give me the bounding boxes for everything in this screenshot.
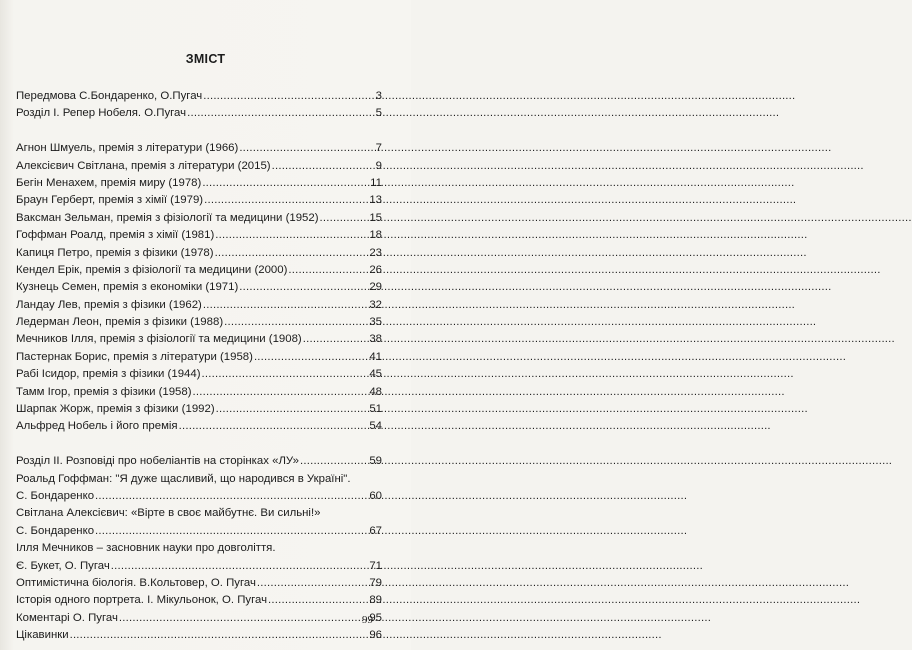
page-title: ЗМІСТ xyxy=(185,52,226,66)
toc-entry xyxy=(16,488,382,505)
toc-leader-dots xyxy=(95,488,368,505)
toc-entry xyxy=(16,331,382,348)
toc-entry-title: С. Бондаренко xyxy=(16,524,95,537)
toc-entry xyxy=(16,88,382,105)
toc-leader-dots xyxy=(257,575,368,592)
table-of-contents xyxy=(16,88,382,645)
toc-group-laureates xyxy=(16,140,382,436)
toc-entry-page: 13 xyxy=(369,194,382,207)
toc-entry xyxy=(16,192,382,209)
toc-entry-title: Історія одного портрета. І. Мікульонок, О. Пугач xyxy=(16,594,268,607)
toc-leader-dots xyxy=(187,105,375,122)
toc-entry-page: 67 xyxy=(369,524,382,537)
toc-leader-dots xyxy=(179,418,369,435)
toc-entry-title: Ваксман Зельман, премія з фізіології та медицини (1952) xyxy=(16,211,319,224)
toc-leader-dots xyxy=(70,627,369,644)
toc-entry xyxy=(16,558,382,575)
toc-gap xyxy=(16,123,382,140)
toc-group-stories xyxy=(16,453,382,644)
toc-entry xyxy=(16,210,382,227)
toc-entry-title: Шарпак Жорж, премія з фізики (1992) xyxy=(16,403,215,416)
toc-entry xyxy=(16,523,382,540)
toc-entry-title: Альфред Нобель і його премія xyxy=(16,420,178,433)
toc-entry xyxy=(16,471,382,488)
toc-entry-page: 18 xyxy=(369,229,382,242)
toc-leader-dots xyxy=(215,227,368,244)
toc-entry xyxy=(16,592,382,609)
toc-leader-dots xyxy=(254,349,368,366)
toc-entry-title: Ілля Мечников – засновник науки про довголіття. xyxy=(16,542,276,555)
toc-entry-page: 23 xyxy=(369,246,382,259)
toc-entry-title: Роальд Гоффман: "Я дуже щасливий, що народився в Україні". xyxy=(16,472,351,485)
toc-leader-dots xyxy=(224,314,368,331)
toc-entry-page: 26 xyxy=(369,263,382,276)
toc-entry xyxy=(16,384,382,401)
toc-leader-dots xyxy=(268,592,368,609)
toc-entry-title: Тамм Ігор, премія з фізики (1958) xyxy=(16,385,192,398)
toc-entry-page: 79 xyxy=(369,576,382,589)
toc-entry xyxy=(16,401,382,418)
toc-entry-title: Алексієвич Світлана, премія з літератури (2015) xyxy=(16,159,271,172)
toc-entry-page: 89 xyxy=(369,594,382,607)
toc-leader-dots xyxy=(204,192,368,209)
toc-entry-title: Браун Герберт, премія з хімії (1979) xyxy=(16,194,204,207)
book-page xyxy=(0,0,411,650)
toc-entry-title: Цікавинки xyxy=(16,629,69,642)
toc-entry-page: 15 xyxy=(369,211,382,224)
toc-leader-dots xyxy=(239,279,368,296)
toc-entry xyxy=(16,158,382,175)
toc-leader-dots xyxy=(272,158,375,175)
toc-entry xyxy=(16,627,382,644)
toc-entry xyxy=(16,575,382,592)
toc-entry xyxy=(16,297,382,314)
toc-entry-page: 41 xyxy=(369,350,382,363)
toc-entry xyxy=(16,540,382,557)
page-number: 99 xyxy=(362,614,373,626)
toc-leader-dots xyxy=(119,610,368,627)
toc-entry-page: 38 xyxy=(369,333,382,346)
toc-entry xyxy=(16,105,382,122)
toc-leader-dots xyxy=(216,401,369,418)
toc-entry-page: 54 xyxy=(369,420,382,433)
toc-entry-title: Ландау Лев, премія з фізики (1962) xyxy=(16,298,202,311)
toc-entry xyxy=(16,140,382,157)
toc-entry-title: Розділ ІІ. Розповіді про нобеліантів на сторінках «ЛУ» xyxy=(16,455,299,468)
toc-entry xyxy=(16,505,382,522)
toc-entry-title: Передмова С.Бондаренко, О.Пугач xyxy=(16,90,203,102)
toc-entry-page: 7 xyxy=(375,142,382,155)
toc-entry xyxy=(16,175,382,192)
toc-entry xyxy=(16,418,382,435)
toc-leader-dots xyxy=(288,262,368,279)
toc-entry-page: 3 xyxy=(375,90,382,102)
toc-entry-page: 59 xyxy=(369,455,382,468)
toc-entry-title: Пастернак Борис, премія з літератури (1958) xyxy=(16,350,253,363)
toc-entry-page: 45 xyxy=(369,368,382,381)
toc-leader-dots xyxy=(239,140,374,157)
toc-leader-dots xyxy=(303,331,369,348)
toc-leader-dots xyxy=(203,88,374,105)
toc-entry xyxy=(16,453,382,470)
toc-entry-page: 95 xyxy=(369,611,382,624)
toc-entry-title: Є. Букет, О. Пугач xyxy=(16,559,110,572)
toc-entry-title: Бегін Менахем, премія миру (1978) xyxy=(16,176,202,189)
toc-leader-dots xyxy=(300,453,368,470)
toc-entry xyxy=(16,610,382,627)
toc-entry-page: 11 xyxy=(370,176,382,189)
toc-group-intro xyxy=(16,88,382,123)
toc-entry-page: 71 xyxy=(369,559,382,572)
toc-entry-page: 32 xyxy=(369,298,382,311)
toc-entry-title: Ледерман Леон, премія з фізики (1988) xyxy=(16,316,224,329)
toc-entry-page: 35 xyxy=(369,316,382,329)
toc-entry-page: 60 xyxy=(369,489,382,502)
toc-entry-title: Мечников Ілля, премія з фізіології та медицини (1908) xyxy=(16,333,302,346)
toc-entry-title: Рабі Ісидор, премія з фізики (1944) xyxy=(16,368,201,381)
toc-entry xyxy=(16,245,382,262)
toc-entry-page: 96 xyxy=(369,629,382,642)
toc-leader-dots xyxy=(215,245,369,262)
toc-entry-page: 48 xyxy=(369,385,382,398)
toc-entry-title: Коментарі О. Пугач xyxy=(16,611,118,624)
toc-entry-title: Гоффман Роалд, премія з хімії (1981) xyxy=(16,229,215,242)
toc-leader-dots xyxy=(203,297,368,314)
toc-leader-dots xyxy=(95,523,368,540)
toc-entry xyxy=(16,314,382,331)
toc-entry xyxy=(16,366,382,383)
toc-entry-page: 51 xyxy=(369,403,382,416)
toc-entry xyxy=(16,262,382,279)
toc-entry-title: Оптимістична біологія. В.Кольтовер, О. Пугач xyxy=(16,576,256,589)
toc-entry-page: 9 xyxy=(375,159,382,172)
toc-entry-title: Агнон Шмуель, премія з літератури (1966) xyxy=(16,142,239,155)
toc-entry-title: Капиця Петро, премія з фізики (1978) xyxy=(16,246,214,259)
toc-leader-dots xyxy=(202,175,369,192)
toc-entry xyxy=(16,349,382,366)
toc-entry-title: Світлана Алексієвич: «Вірте в своє майбутнє. Ви сильні!» xyxy=(16,507,321,520)
toc-entry-title: Розділ І. Репер Нобеля. О.Пугач xyxy=(16,107,187,120)
toc-entry-title: С. Бондаренко xyxy=(16,489,95,502)
toc-leader-dots xyxy=(111,558,369,575)
toc-entry-page: 5 xyxy=(375,107,382,120)
toc-leader-dots xyxy=(320,210,369,227)
toc-leader-dots xyxy=(193,384,369,401)
toc-entry-title: Кузнець Семен, премія з економіки (1971) xyxy=(16,281,239,294)
toc-gap xyxy=(16,436,382,453)
toc-leader-dots xyxy=(202,366,369,383)
toc-entry-title: Кендел Ерік, премія з фізіології та медицини (2000) xyxy=(16,263,288,276)
toc-entry xyxy=(16,279,382,296)
toc-entry xyxy=(16,227,382,244)
toc-entry-page: 29 xyxy=(369,281,382,294)
